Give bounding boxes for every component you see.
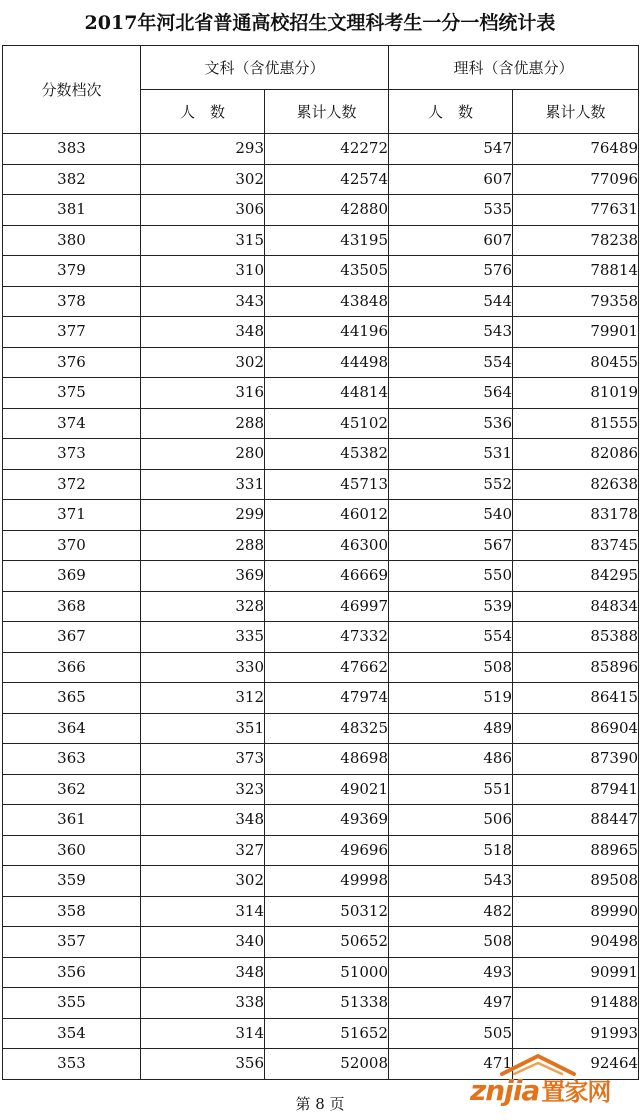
wenke-count-cell: 369 — [141, 561, 265, 592]
table-row — [3, 469, 639, 500]
wenke-count-cell: 306 — [141, 195, 265, 226]
wenke-cumulative-cell: 44498 — [265, 347, 389, 378]
table-row — [3, 591, 639, 622]
wenke-cumulative-cell: 49369 — [265, 805, 389, 836]
table-row — [3, 744, 639, 775]
like-cumulative-cell: 83745 — [513, 530, 639, 561]
wenke-cumulative-cell: 46300 — [265, 530, 389, 561]
wenke-count-cell: 302 — [141, 164, 265, 195]
like-cumulative-cell: 85388 — [513, 622, 639, 653]
table-row — [3, 347, 639, 378]
page-number: 第 8 页 — [295, 1095, 345, 1113]
wenke-count-cell: 348 — [141, 957, 265, 988]
score-cell: 354 — [3, 1018, 141, 1049]
wenke-count-cell: 288 — [141, 530, 265, 561]
table-row — [3, 561, 639, 592]
wenke-count-cell: 351 — [141, 713, 265, 744]
like-cumulative-cell: 78238 — [513, 225, 639, 256]
like-count-cell: 552 — [389, 469, 513, 500]
wenke-cumulative-cell: 49998 — [265, 866, 389, 897]
like-count-cell: 489 — [389, 713, 513, 744]
score-cell: 365 — [3, 683, 141, 714]
table-row — [3, 683, 639, 714]
table-row — [3, 927, 639, 958]
like-count-cell: 607 — [389, 164, 513, 195]
like-cumulative-cell: 91993 — [513, 1018, 639, 1049]
table-row — [3, 866, 639, 897]
table-row — [3, 805, 639, 836]
like-count-cell: 531 — [389, 439, 513, 470]
site-watermark — [470, 1050, 640, 1110]
like-cumulative-cell: 88965 — [513, 835, 639, 866]
like-cumulative-header: 累计人数 — [513, 90, 639, 134]
table-row — [3, 835, 639, 866]
wenke-cumulative-cell: 42272 — [265, 134, 389, 165]
wenke-count-cell: 356 — [141, 1049, 265, 1080]
like-cumulative-cell: 84834 — [513, 591, 639, 622]
wenke-cumulative-cell: 45102 — [265, 408, 389, 439]
wenke-count-cell: 302 — [141, 347, 265, 378]
wenke-count-cell: 348 — [141, 317, 265, 348]
wenke-cumulative-cell: 46997 — [265, 591, 389, 622]
table-row — [3, 652, 639, 683]
score-cell: 381 — [3, 195, 141, 226]
score-cell: 372 — [3, 469, 141, 500]
wenke-cumulative-cell: 43195 — [265, 225, 389, 256]
score-cell: 361 — [3, 805, 141, 836]
wenke-count-cell: 327 — [141, 835, 265, 866]
like-cumulative-cell: 76489 — [513, 134, 639, 165]
wenke-cumulative-header: 累计人数 — [265, 90, 389, 134]
wenke-cumulative-cell: 45382 — [265, 439, 389, 470]
score-cell: 383 — [3, 134, 141, 165]
table-row — [3, 408, 639, 439]
like-cumulative-cell: 77096 — [513, 164, 639, 195]
wenke-count-cell: 335 — [141, 622, 265, 653]
like-cumulative-cell: 86415 — [513, 683, 639, 714]
watermark-chinese: 置家网 — [541, 1078, 611, 1106]
score-table — [2, 45, 639, 1080]
wenke-count-header: 人 数 — [141, 90, 265, 134]
wenke-cumulative-cell: 46669 — [265, 561, 389, 592]
wenke-count-cell: 328 — [141, 591, 265, 622]
like-count-cell: 535 — [389, 195, 513, 226]
table-row — [3, 286, 639, 317]
watermark-latin: znjia — [470, 1074, 540, 1107]
like-cumulative-cell: 88447 — [513, 805, 639, 836]
like-count-cell: 506 — [389, 805, 513, 836]
wenke-count-cell: 280 — [141, 439, 265, 470]
table-row — [3, 317, 639, 348]
wenke-count-cell: 343 — [141, 286, 265, 317]
wenke-cumulative-cell: 52008 — [265, 1049, 389, 1080]
wenke-count-cell: 312 — [141, 683, 265, 714]
like-cumulative-cell: 84295 — [513, 561, 639, 592]
score-cell: 355 — [3, 988, 141, 1019]
wenke-count-cell: 315 — [141, 225, 265, 256]
table-row — [3, 500, 639, 531]
wenke-count-cell: 330 — [141, 652, 265, 683]
like-cumulative-cell: 90498 — [513, 927, 639, 958]
wenke-cumulative-cell: 44814 — [265, 378, 389, 409]
wenke-count-cell: 310 — [141, 256, 265, 287]
like-count-cell: 607 — [389, 225, 513, 256]
score-cell: 366 — [3, 652, 141, 683]
score-cell: 368 — [3, 591, 141, 622]
score-cell: 370 — [3, 530, 141, 561]
like-cumulative-cell: 79358 — [513, 286, 639, 317]
like-cumulative-cell: 91488 — [513, 988, 639, 1019]
table-row — [3, 988, 639, 1019]
wenke-count-cell: 314 — [141, 1018, 265, 1049]
like-count-cell: 564 — [389, 378, 513, 409]
like-cumulative-cell: 82638 — [513, 469, 639, 500]
wenke-cumulative-cell: 43505 — [265, 256, 389, 287]
table-row — [3, 957, 639, 988]
score-cell: 362 — [3, 774, 141, 805]
like-cumulative-cell: 79901 — [513, 317, 639, 348]
score-cell: 380 — [3, 225, 141, 256]
like-count-cell: 543 — [389, 866, 513, 897]
wenke-count-cell: 323 — [141, 774, 265, 805]
table-row — [3, 164, 639, 195]
like-header: 理科（含优惠分） — [389, 46, 639, 90]
like-count-cell: 486 — [389, 744, 513, 775]
like-cumulative-cell: 85896 — [513, 652, 639, 683]
score-cell: 375 — [3, 378, 141, 409]
wenke-cumulative-cell: 42880 — [265, 195, 389, 226]
like-count-cell: 551 — [389, 774, 513, 805]
like-count-cell: 482 — [389, 896, 513, 927]
like-cumulative-cell: 82086 — [513, 439, 639, 470]
score-cell: 373 — [3, 439, 141, 470]
score-cell: 359 — [3, 866, 141, 897]
like-count-cell: 547 — [389, 134, 513, 165]
like-cumulative-cell: 92464 — [513, 1049, 639, 1080]
like-cumulative-cell: 80455 — [513, 347, 639, 378]
like-count-cell: 518 — [389, 835, 513, 866]
score-cell: 358 — [3, 896, 141, 927]
score-cell: 382 — [3, 164, 141, 195]
wenke-count-cell: 293 — [141, 134, 265, 165]
score-cell: 353 — [3, 1049, 141, 1080]
score-cell: 374 — [3, 408, 141, 439]
like-count-cell: 519 — [389, 683, 513, 714]
wenke-cumulative-cell: 47662 — [265, 652, 389, 683]
score-cell: 360 — [3, 835, 141, 866]
table-row — [3, 439, 639, 470]
like-cumulative-cell: 81019 — [513, 378, 639, 409]
like-count-cell: 543 — [389, 317, 513, 348]
like-count-cell: 508 — [389, 652, 513, 683]
wenke-cumulative-cell: 49021 — [265, 774, 389, 805]
wenke-count-cell: 340 — [141, 927, 265, 958]
like-count-cell: 539 — [389, 591, 513, 622]
table-row — [3, 225, 639, 256]
wenke-count-cell: 299 — [141, 500, 265, 531]
score-cell: 371 — [3, 500, 141, 531]
score-cell: 377 — [3, 317, 141, 348]
wenke-header: 文科（含优惠分） — [141, 46, 389, 90]
wenke-cumulative-cell: 51652 — [265, 1018, 389, 1049]
like-cumulative-cell: 90991 — [513, 957, 639, 988]
score-cell: 364 — [3, 713, 141, 744]
wenke-cumulative-cell: 42574 — [265, 164, 389, 195]
like-count-cell: 554 — [389, 622, 513, 653]
like-cumulative-cell: 78814 — [513, 256, 639, 287]
table-row — [3, 622, 639, 653]
like-count-cell: 508 — [389, 927, 513, 958]
score-cell: 369 — [3, 561, 141, 592]
table-row — [3, 530, 639, 561]
like-count-cell: 576 — [389, 256, 513, 287]
wenke-count-cell: 316 — [141, 378, 265, 409]
score-cell: 363 — [3, 744, 141, 775]
like-count-cell: 540 — [389, 500, 513, 531]
like-cumulative-cell: 89990 — [513, 896, 639, 927]
table-row — [3, 195, 639, 226]
table-row — [3, 713, 639, 744]
wenke-count-cell: 338 — [141, 988, 265, 1019]
like-cumulative-cell: 89508 — [513, 866, 639, 897]
wenke-count-cell: 288 — [141, 408, 265, 439]
wenke-cumulative-cell: 46012 — [265, 500, 389, 531]
table-row — [3, 774, 639, 805]
score-cell: 356 — [3, 957, 141, 988]
like-count-cell: 493 — [389, 957, 513, 988]
table-row — [3, 134, 639, 165]
like-count-cell: 550 — [389, 561, 513, 592]
wenke-cumulative-cell: 51338 — [265, 988, 389, 1019]
like-count-cell: 505 — [389, 1018, 513, 1049]
wenke-count-cell: 373 — [141, 744, 265, 775]
wenke-count-cell: 314 — [141, 896, 265, 927]
table-row — [3, 896, 639, 927]
like-count-cell: 554 — [389, 347, 513, 378]
wenke-cumulative-cell: 43848 — [265, 286, 389, 317]
score-level-header: 分数档次 — [3, 46, 141, 134]
like-cumulative-cell: 86904 — [513, 713, 639, 744]
like-cumulative-cell: 77631 — [513, 195, 639, 226]
wenke-cumulative-cell: 47332 — [265, 622, 389, 653]
like-cumulative-cell: 87941 — [513, 774, 639, 805]
like-count-header: 人 数 — [389, 90, 513, 134]
like-count-cell: 544 — [389, 286, 513, 317]
score-cell: 367 — [3, 622, 141, 653]
like-count-cell: 471 — [389, 1049, 513, 1080]
like-cumulative-cell: 81555 — [513, 408, 639, 439]
wenke-cumulative-cell: 49696 — [265, 835, 389, 866]
like-cumulative-cell: 83178 — [513, 500, 639, 531]
table-row — [3, 1018, 639, 1049]
wenke-cumulative-cell: 50312 — [265, 896, 389, 927]
wenke-cumulative-cell: 44196 — [265, 317, 389, 348]
like-count-cell: 536 — [389, 408, 513, 439]
wenke-count-cell: 302 — [141, 866, 265, 897]
table-row — [3, 378, 639, 409]
score-table-body — [3, 134, 639, 1080]
score-cell: 357 — [3, 927, 141, 958]
wenke-cumulative-cell: 48325 — [265, 713, 389, 744]
table-row — [3, 256, 639, 287]
page-title: 2017年河北省普通高校招生文理科考生一分一档统计表 — [84, 12, 556, 34]
watermark-text — [470, 1072, 610, 1107]
like-count-cell: 497 — [389, 988, 513, 1019]
like-cumulative-cell: 87390 — [513, 744, 639, 775]
wenke-count-cell: 348 — [141, 805, 265, 836]
score-cell: 378 — [3, 286, 141, 317]
wenke-cumulative-cell: 50652 — [265, 927, 389, 958]
wenke-cumulative-cell: 47974 — [265, 683, 389, 714]
score-cell: 379 — [3, 256, 141, 287]
wenke-cumulative-cell: 48698 — [265, 744, 389, 775]
score-cell: 376 — [3, 347, 141, 378]
wenke-count-cell: 331 — [141, 469, 265, 500]
like-count-cell: 567 — [389, 530, 513, 561]
wenke-cumulative-cell: 45713 — [265, 469, 389, 500]
wenke-cumulative-cell: 51000 — [265, 957, 389, 988]
